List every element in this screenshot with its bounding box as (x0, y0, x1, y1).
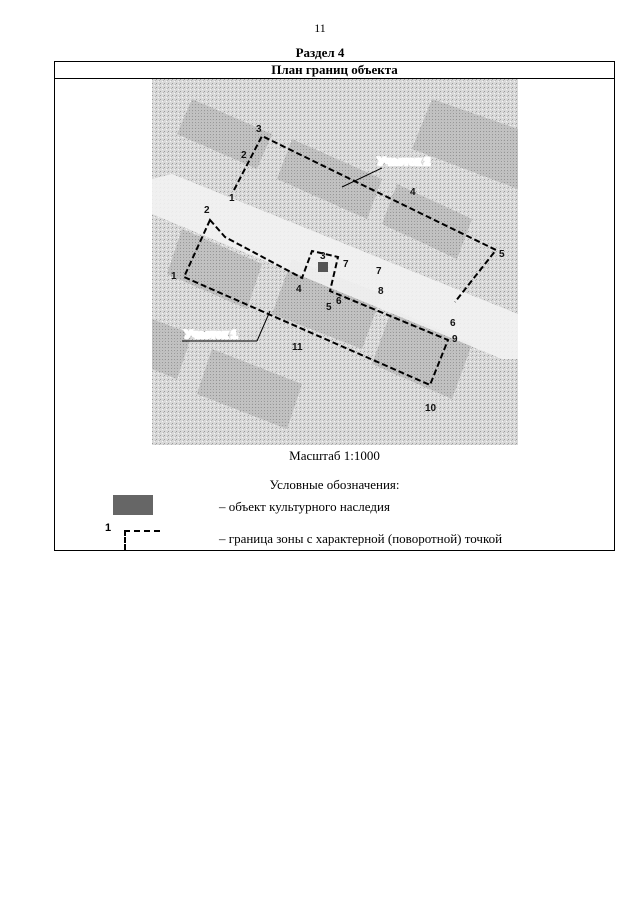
heritage-object-marker (318, 262, 328, 272)
point-label-7-mid: 7 (343, 259, 349, 270)
point-label-3-top: 3 (256, 124, 262, 135)
point-label-7-right: 7 (376, 266, 382, 277)
section-title: Раздел 4 (295, 45, 345, 60)
point-label-4-mid: 4 (296, 284, 302, 295)
legend-item-heritage (55, 495, 614, 519)
point-label-8: 8 (378, 286, 384, 297)
point-label-5-mid: 5 (326, 302, 332, 313)
plan-header: План границ объекта (55, 62, 614, 79)
point-label-10: 10 (425, 403, 437, 414)
parcel-1-label: Участок 1 (185, 329, 238, 341)
map-scale: Масштаб 1:1000 (289, 448, 380, 463)
parcel-2-label: Участок 2 (378, 156, 431, 168)
plan-frame (54, 61, 615, 551)
point-label-1-left: 1 (171, 271, 177, 282)
point-label-9: 9 (452, 334, 458, 345)
dashed-boundary-icon (105, 522, 165, 552)
page-number: 11 (314, 21, 326, 35)
point-label-2-top: 2 (241, 150, 247, 161)
boundary-point-label: 1 (105, 522, 112, 534)
point-label-5-top: 5 (499, 249, 505, 260)
legend-item-boundary (55, 522, 614, 552)
heritage-object-swatch-icon (113, 495, 153, 515)
point-label-6-mid: 6 (336, 296, 342, 307)
point-label-1-top: 1 (229, 193, 235, 204)
boundary-map (152, 79, 518, 445)
point-label-2-left: 2 (204, 205, 210, 216)
legend-title: Условные обозначения: (269, 477, 400, 492)
point-label-4-top: 4 (410, 187, 416, 198)
point-label-6-right: 6 (450, 318, 456, 329)
point-label-3-mid: 3 (320, 251, 326, 262)
point-label-11: 11 (292, 342, 303, 353)
legend-item-boundary-text: – граница зоны с характерной (поворотной) точкой (219, 531, 503, 546)
legend-item-heritage-text: – объект культурного наследия (219, 499, 390, 514)
